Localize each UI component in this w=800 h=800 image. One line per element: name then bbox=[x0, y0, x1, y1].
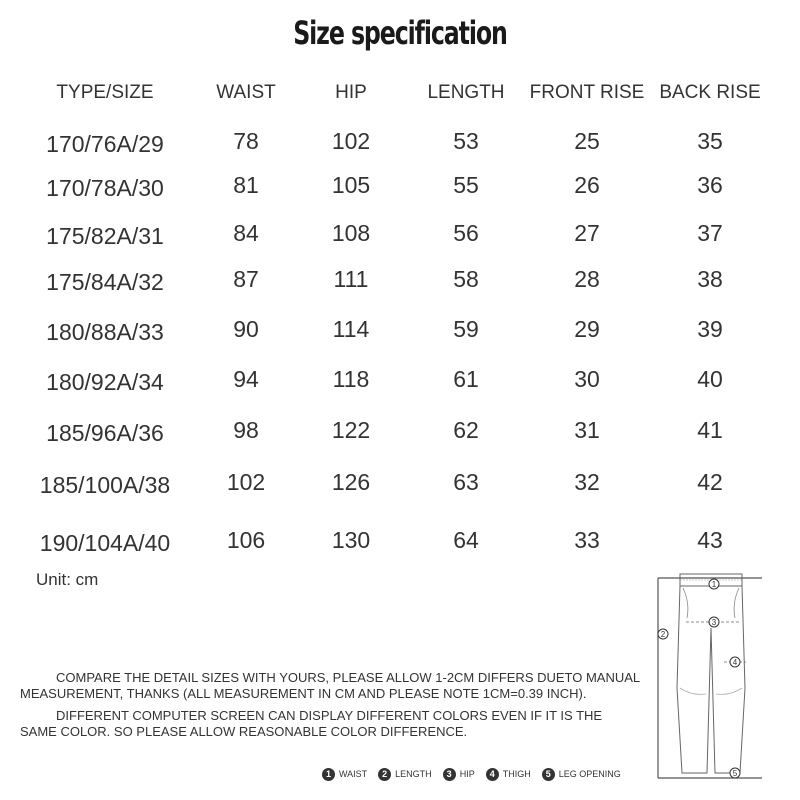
cell-front-rise: 26 bbox=[574, 172, 600, 198]
cell-length: 55 bbox=[453, 172, 479, 198]
cell-length: 62 bbox=[453, 417, 479, 443]
cell-back-rise: 39 bbox=[697, 316, 723, 342]
cell-type-size: 185/96A/36 bbox=[46, 420, 164, 446]
cell-length: 63 bbox=[453, 469, 479, 495]
cell-type-size: 175/82A/31 bbox=[46, 223, 164, 249]
cell-back-rise: 40 bbox=[697, 366, 723, 392]
legend-number-badge: 4 bbox=[486, 768, 499, 781]
marker-length: 2 bbox=[660, 630, 666, 639]
cell-type-size: 175/84A/32 bbox=[46, 269, 164, 295]
cell-back-rise: 38 bbox=[697, 266, 723, 292]
legend-label: LENGTH bbox=[395, 769, 432, 779]
legend-item-length bbox=[378, 768, 432, 781]
column-header-length: LENGTH bbox=[427, 82, 505, 103]
column-header-type-size: TYPE/SIZE bbox=[56, 82, 154, 103]
cell-waist: 90 bbox=[233, 316, 259, 342]
cell-waist: 84 bbox=[233, 220, 259, 246]
page-title: Size specification bbox=[293, 14, 507, 52]
cell-front-rise: 25 bbox=[574, 128, 600, 154]
cell-hip: 102 bbox=[331, 128, 371, 154]
cell-hip: 111 bbox=[333, 266, 369, 292]
legend-number-badge: 5 bbox=[542, 768, 555, 781]
legend-number-badge: 1 bbox=[322, 768, 335, 781]
cell-waist: 106 bbox=[226, 527, 266, 553]
cell-front-rise: 30 bbox=[574, 366, 600, 392]
legend-label: WAIST bbox=[339, 769, 368, 779]
cell-front-rise: 33 bbox=[574, 527, 600, 553]
column-header-back-rise: BACK RISE bbox=[659, 82, 761, 103]
cell-hip: 114 bbox=[332, 316, 370, 342]
cell-hip: 118 bbox=[332, 366, 370, 392]
legend-label: THIGH bbox=[502, 769, 531, 779]
cell-hip: 105 bbox=[331, 172, 371, 198]
marker-thigh: 4 bbox=[732, 658, 738, 667]
cell-waist: 78 bbox=[233, 128, 259, 154]
cell-waist: 94 bbox=[233, 366, 259, 392]
cell-type-size: 170/78A/30 bbox=[46, 175, 164, 201]
cell-front-rise: 31 bbox=[574, 417, 600, 443]
cell-front-rise: 29 bbox=[574, 316, 600, 342]
cell-waist: 81 bbox=[233, 172, 259, 198]
cell-length: 53 bbox=[453, 128, 479, 154]
cell-back-rise: 36 bbox=[697, 172, 723, 198]
cell-back-rise: 37 bbox=[697, 220, 723, 246]
legend-number-badge: 2 bbox=[378, 768, 391, 781]
column-header-hip: HIP bbox=[335, 82, 367, 103]
cell-front-rise: 27 bbox=[574, 220, 600, 246]
legend-label: LEG OPENING bbox=[558, 769, 621, 779]
cell-type-size: 185/100A/38 bbox=[39, 472, 171, 498]
cell-front-rise: 28 bbox=[574, 266, 600, 292]
marker-hip: 3 bbox=[711, 618, 717, 627]
cell-hip: 108 bbox=[331, 220, 371, 246]
cell-back-rise: 43 bbox=[697, 527, 723, 553]
cell-waist: 102 bbox=[226, 469, 266, 495]
cell-back-rise: 42 bbox=[697, 469, 723, 495]
cell-length: 59 bbox=[453, 316, 479, 342]
legend-item-leg-opening bbox=[542, 768, 621, 781]
legend-item-hip bbox=[443, 768, 475, 781]
cell-back-rise: 41 bbox=[697, 417, 723, 443]
marker-waist: 1 bbox=[711, 580, 717, 589]
color-note: DIFFERENT COMPUTER SCREEN CAN DISPLAY DIFFERENT COLORS EVEN IF IT IS THE SAME COLOR. SO PLEASE ALLOW REASONABLE COLOR DIFFERENCE. bbox=[20, 708, 603, 739]
unit-label: Unit: cm bbox=[36, 570, 99, 589]
cell-type-size: 180/88A/33 bbox=[46, 319, 164, 345]
cell-length: 56 bbox=[453, 220, 479, 246]
legend-label: HIP bbox=[459, 769, 475, 779]
legend-item-thigh bbox=[486, 768, 531, 781]
cell-waist: 87 bbox=[233, 266, 259, 292]
cell-front-rise: 32 bbox=[574, 469, 600, 495]
pants-measurement-icon bbox=[650, 568, 770, 783]
cell-type-size: 180/92A/34 bbox=[46, 369, 164, 395]
cell-length: 64 bbox=[453, 527, 479, 553]
legend-number-badge: 3 bbox=[443, 768, 456, 781]
column-header-waist: WAIST bbox=[216, 82, 276, 103]
cell-hip: 126 bbox=[331, 469, 371, 495]
column-header-front-rise: FRONT RISE bbox=[529, 82, 645, 103]
cell-back-rise: 35 bbox=[697, 128, 723, 154]
cell-length: 58 bbox=[453, 266, 479, 292]
cell-type-size: 190/104A/40 bbox=[39, 530, 171, 556]
cell-type-size: 170/76A/29 bbox=[46, 131, 164, 157]
measurement-legend bbox=[322, 766, 632, 782]
marker-leg-opening: 5 bbox=[732, 769, 738, 778]
measurement-note: COMPARE THE DETAIL SIZES WITH YOURS, PLEASE ALLOW 1-2CM DIFFERS DUETO MANUAL MEASUREMENT, THANKS (ALL MEASUREMENT IN CM AND PLEASE NOTE 1CM=0.39 INCH). bbox=[20, 670, 640, 701]
legend-item-waist bbox=[322, 768, 367, 781]
cell-hip: 122 bbox=[331, 417, 371, 443]
cell-waist: 98 bbox=[233, 417, 259, 443]
cell-length: 61 bbox=[453, 366, 479, 392]
cell-hip: 130 bbox=[331, 527, 371, 553]
